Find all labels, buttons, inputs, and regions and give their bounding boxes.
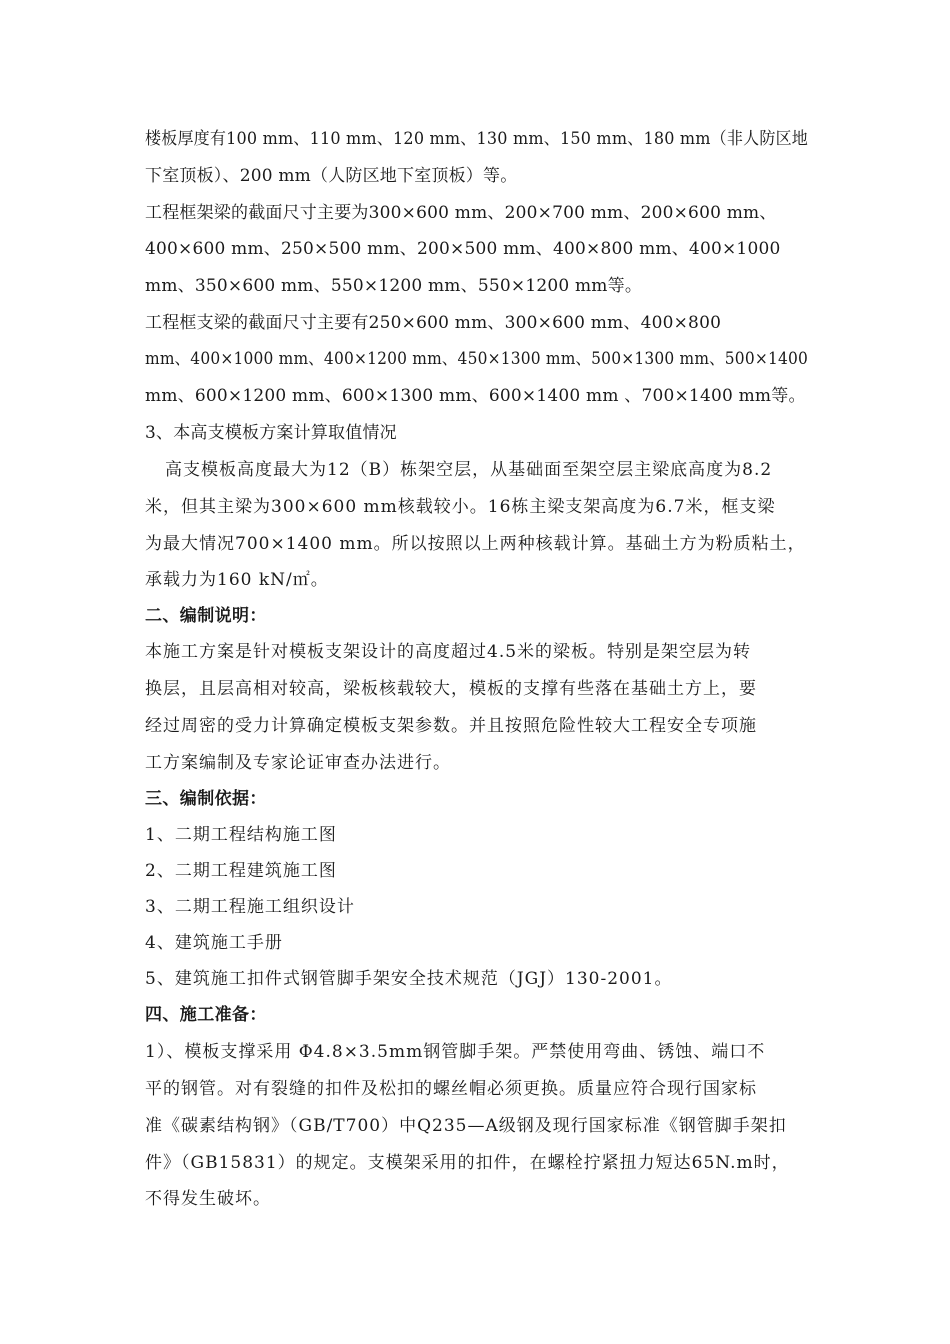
list-item: 1、二期工程结构施工图 <box>145 825 337 845</box>
section-heading: 二、编制说明： <box>145 606 267 626</box>
text-line: 米，但其主梁为300×600 mm核载较小。16栋主梁支架高度为6.7米，框支梁 <box>145 497 776 517</box>
text-line: 1）、模板支撑采用 Φ4.8×3.5mm钢管脚手架。严禁使用弯曲、锈蚀、端口不 <box>145 1042 766 1062</box>
text-line: 工程框支梁的截面尺寸主要有250×600 mm、300×600 mm、400×800 <box>145 313 722 333</box>
text-line: 准《碳素结构钢》（GB/T700）中Q235—A级钢及现行国家标准《钢管脚手架扣 <box>145 1116 787 1136</box>
text-line: 为最大情况700×1400 mm。所以按照以上两种核载计算。基础土方为粉质粘土， <box>145 534 806 554</box>
text-line: 不得发生破坏。 <box>145 1189 271 1209</box>
text-line: 下室顶板）、200 mm（人防区地下室顶板）等。 <box>145 166 518 186</box>
text-line: 400×600 mm、250×500 mm、200×500 mm、400×800 mm、400×1000 <box>145 239 781 259</box>
text-line: mm、350×600 mm、550×1200 mm、550×1200 mm等。 <box>145 276 643 296</box>
text-line: 平的钢管。对有裂缝的扣件及松扣的螺丝帽必须更换。质量应符合现行国家标 <box>145 1079 757 1099</box>
text-line: 承载力为160 kN/㎡。 <box>145 570 329 590</box>
text-line: mm、400×1000 mm、400×1200 mm、450×1300 mm、500×1300 mm、500×1400 <box>145 349 809 369</box>
text-line: 换层，且层高相对较高，梁板核载较大，模板的支撑有些落在基础土方上，要 <box>145 679 757 699</box>
list-item: 4、建筑施工手册 <box>145 933 283 953</box>
text-line: 楼板厚度有100 mm、110 mm、120 mm、130 mm、150 mm、180 mm（非人防区地 <box>145 129 809 149</box>
text-line: 本施工方案是针对模板支架设计的高度超过4.5米的梁板。特别是架空层为转 <box>145 642 752 662</box>
text-line: 工方案编制及专家论证审查办法进行。 <box>145 753 451 773</box>
list-item: 3、二期工程施工组织设计 <box>145 897 355 917</box>
section-heading: 四、施工准备： <box>145 1005 267 1025</box>
section-subheading: 3、本高支模板方案计算取值情况 <box>145 423 397 443</box>
text-line: 件》（GB15831）的规定。支模架采用的扣件，在螺栓拧紧扭力短达65N.m时， <box>145 1153 790 1173</box>
text-line: 高支模板高度最大为12（B）栋架空层，从基础面至架空层主梁底高度为8.2 <box>165 460 773 480</box>
list-item: 2、二期工程建筑施工图 <box>145 861 337 881</box>
section-heading: 三、编制依据： <box>145 789 267 809</box>
text-line: 工程框架梁的截面尺寸主要为300×600 mm、200×700 mm、200×600 mm、 <box>145 203 777 223</box>
text-line: mm、600×1200 mm、600×1300 mm、600×1400 mm 、700×1400 mm等。 <box>145 386 806 406</box>
text-line: 经过周密的受力计算确定模板支架参数。并且按照危险性较大工程安全专项施 <box>145 716 757 736</box>
list-item: 5、建筑施工扣件式钢管脚手架安全技术规范（JGJ）130-2001。 <box>145 969 673 989</box>
